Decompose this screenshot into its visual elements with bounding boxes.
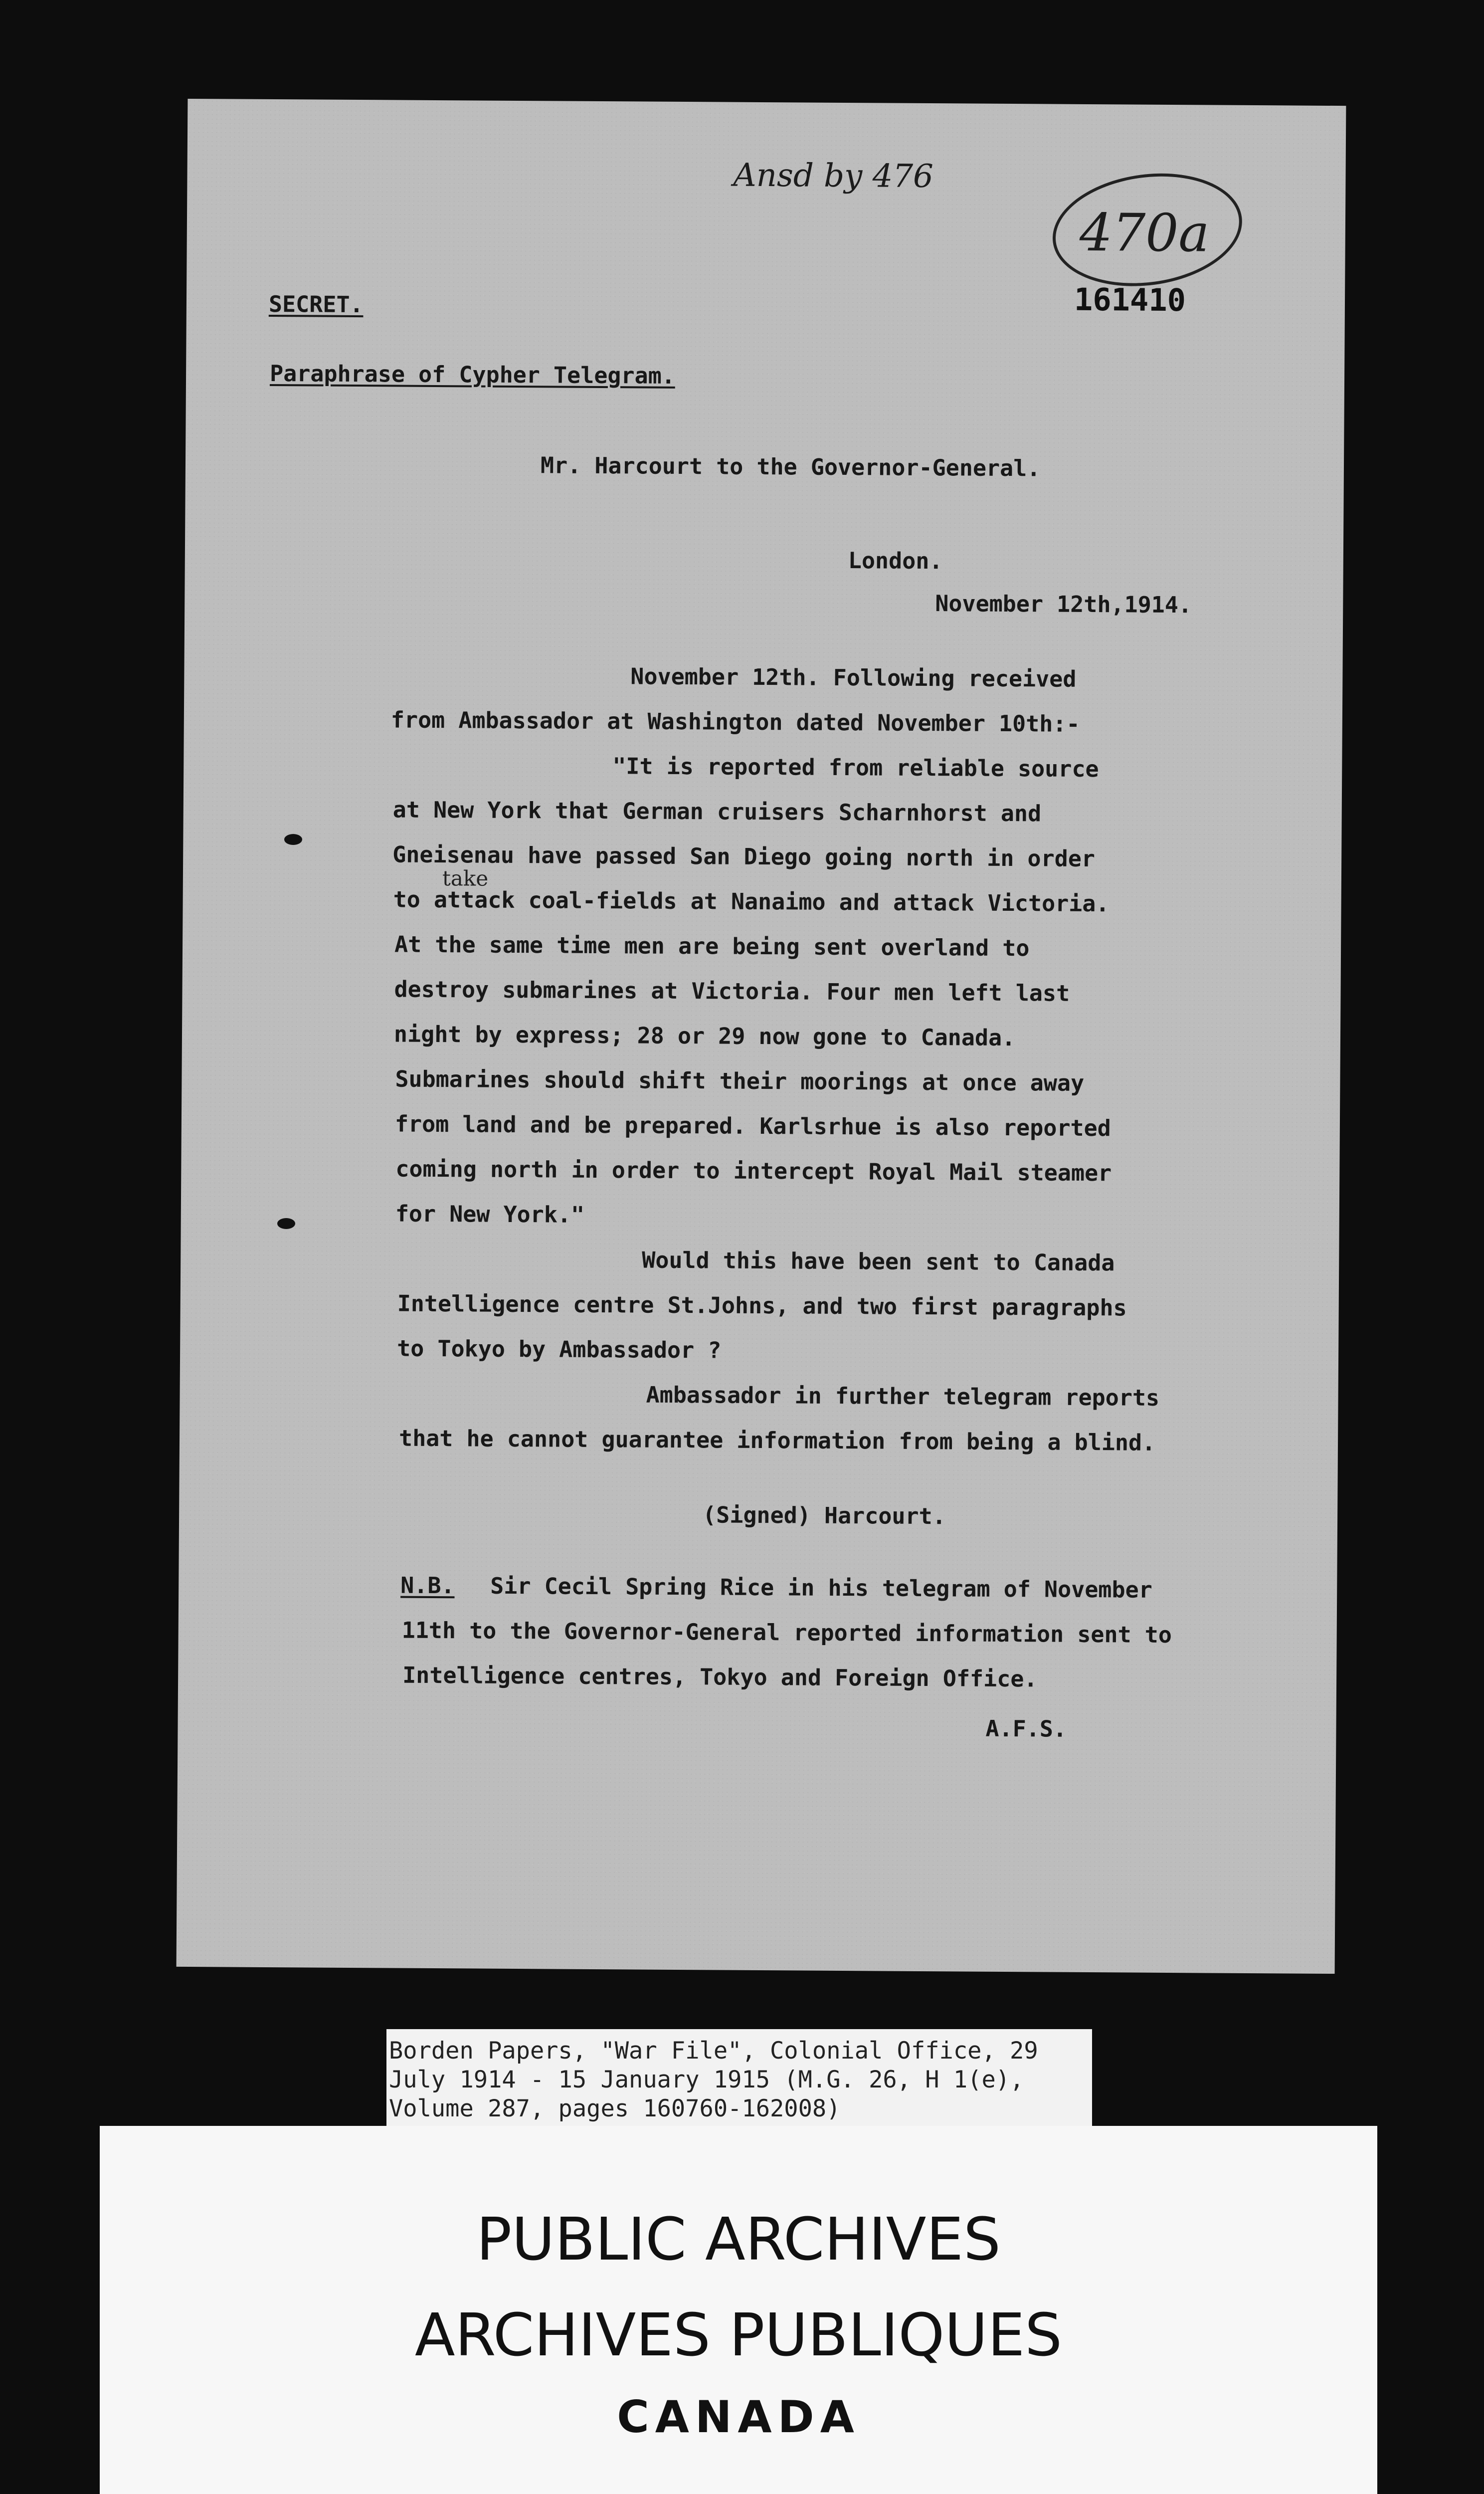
classification: SECRET. — [268, 290, 364, 318]
document-page — [177, 99, 1346, 1974]
place: London. — [848, 547, 943, 575]
body-line: that he cannot guarantee information from being a blind. — [398, 1425, 1156, 1456]
correction-insert: take — [442, 866, 489, 891]
stamp-number: 161410 — [1074, 281, 1186, 319]
subtitle: Paraphrase of Cypher Telegram. — [269, 360, 676, 389]
body-line: "It is reported from reliable source — [612, 753, 1099, 783]
handwritten-circled-number: 470a — [1079, 202, 1210, 264]
nb-label: N.B. — [400, 1572, 455, 1599]
body-line: Gneisenau have passed San Diego going north in order — [392, 841, 1096, 872]
heading: Mr. Harcourt to the Governor-General. — [540, 452, 1041, 482]
body-line: coming north in order to intercept Royal Mail steamer — [395, 1155, 1112, 1187]
body-line: Ambassador in further telegram reports — [646, 1381, 1160, 1411]
ink-blot — [277, 1218, 295, 1229]
citation-line: July 1914 - 15 January 1915 (M.G. 26, H 1(e), — [389, 2066, 1024, 2093]
banner-line-english: PUBLIC ARCHIVES — [476, 2205, 1001, 2274]
body-line: from Ambassador at Washington dated November 10th:- — [390, 706, 1080, 737]
body-line: Intelligence centre St.Johns, and two first paragraphs — [397, 1290, 1127, 1321]
body-line: At the same time men are being sent overland to — [394, 931, 1030, 962]
public-archives-banner — [100, 2126, 1377, 2494]
body-line: November 12th. Following received — [630, 663, 1077, 692]
ink-blot — [284, 834, 302, 845]
body-line: to Tokyo by Ambassador ? — [397, 1335, 722, 1364]
nb-line: Intelligence centres, Tokyo and Foreign Office. — [402, 1662, 1038, 1692]
date: November 12th,1914. — [935, 590, 1192, 619]
banner-line-country: CANADA — [617, 2391, 860, 2443]
signature: (Signed) Harcourt. — [702, 1501, 946, 1530]
nb-line: 11th to the Governor-General reported information sent to — [401, 1617, 1172, 1649]
body-line: destroy submarines at Victoria. Four men left last — [394, 976, 1070, 1007]
citation-line: Borden Papers, "War File", Colonial Office, 29 — [389, 2037, 1038, 2065]
citation-line: Volume 287, pages 160760-162008) — [389, 2095, 841, 2122]
banner-line-french: ARCHIVES PUBLIQUES — [414, 2300, 1063, 2369]
nb-line: Sir Cecil Spring Rice in his telegram of November — [490, 1572, 1152, 1603]
body-line: at New York that German cruisers Scharnhorst and — [392, 796, 1042, 827]
handwritten-reference: Ansd by 476 — [733, 157, 933, 196]
initials: A.F.S. — [985, 1715, 1067, 1742]
body-line: Submarines should shift their moorings at once away — [395, 1065, 1085, 1096]
body-line: from land and be prepared. Karlsrhue is also reported — [394, 1110, 1111, 1142]
body-line: to attack coal-fields at Nanaimo and attack Victoria. — [393, 886, 1110, 917]
body-line: for New York." — [395, 1200, 585, 1228]
body-line: night by express; 28 or 29 now gone to Canada. — [393, 1021, 1016, 1051]
archive-citation-label — [386, 2029, 1092, 2126]
body-line: Would this have been sent to Canada — [642, 1247, 1115, 1276]
